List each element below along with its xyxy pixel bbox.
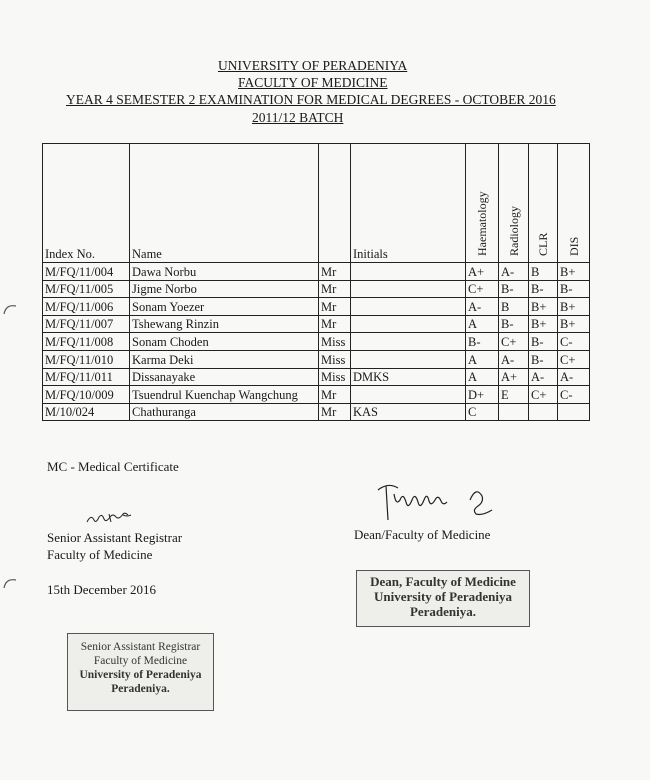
cell-dis: C+ xyxy=(558,350,590,368)
cell-title: Miss xyxy=(319,333,351,351)
cell-name: Dissanayake xyxy=(130,368,319,386)
table-row xyxy=(43,315,590,333)
sar-stamp-line: Senior Assistant Registrar xyxy=(80,641,201,653)
cell-dis: B- xyxy=(558,280,590,298)
dean-title: Dean/Faculty of Medicine xyxy=(354,527,491,542)
cell-dis: B+ xyxy=(558,263,590,281)
cell-title: Mr xyxy=(319,298,351,316)
col-name: Name xyxy=(130,144,319,263)
cell-name: Tsuendrul Kuenchap Wangchung xyxy=(130,386,319,404)
cell-dis: B+ xyxy=(558,315,590,333)
cell-index-no: M/FQ/11/004 xyxy=(43,263,130,281)
sar-stamp xyxy=(67,633,214,711)
col-clr: CLR xyxy=(529,144,558,263)
cell-clr xyxy=(529,403,558,421)
cell-dis xyxy=(558,403,590,421)
cell-clr: B xyxy=(529,263,558,281)
punch-hole-mark xyxy=(2,302,18,316)
cell-name: Jigme Norbo xyxy=(130,280,319,298)
cell-index-no: M/FQ/11/008 xyxy=(43,333,130,351)
cell-title: Miss xyxy=(319,368,351,386)
dean-stamp xyxy=(356,570,530,627)
table-header-row xyxy=(43,144,590,263)
col-radiology: Radiology xyxy=(499,144,529,263)
col-dis: DIS xyxy=(558,144,590,263)
cell-initials xyxy=(351,333,466,351)
sar-faculty: Faculty of Medicine xyxy=(47,547,153,562)
cell-index-no: M/FQ/11/010 xyxy=(43,350,130,368)
cell-haematology: A xyxy=(466,315,499,333)
cell-initials xyxy=(351,386,466,404)
cell-haematology: B- xyxy=(466,333,499,351)
cell-initials xyxy=(351,350,466,368)
cell-haematology: C xyxy=(466,403,499,421)
cell-index-no: M/FQ/10/009 xyxy=(43,386,130,404)
cell-clr: B- xyxy=(529,280,558,298)
dean-stamp-line: Peradeniya. xyxy=(409,604,477,619)
cell-name: Sonam Yoezer xyxy=(130,298,319,316)
faculty-title: FACULTY OF MEDICINE xyxy=(238,75,388,90)
cell-radiology: B- xyxy=(499,315,529,333)
exam-title: YEAR 4 SEMESTER 2 EXAMINATION FOR MEDICAL DEGREES - OCTOBER 2016 xyxy=(66,92,556,107)
cell-radiology: B xyxy=(499,298,529,316)
sar-stamp-line: Faculty of Medicine xyxy=(93,655,188,667)
table-row xyxy=(43,350,590,368)
cell-name: Sonam Choden xyxy=(130,333,319,351)
cell-radiology: A- xyxy=(499,350,529,368)
table-row xyxy=(43,368,590,386)
batch-title: 2011/12 BATCH xyxy=(252,110,344,125)
sar-stamp-line: Peradeniya. xyxy=(111,683,170,695)
col-haematology: Haematology xyxy=(466,144,499,263)
sar-title: Senior Assistant Registrar xyxy=(47,530,183,545)
cell-clr: B- xyxy=(529,350,558,368)
university-title: UNIVERSITY OF PERADENIYA xyxy=(218,58,408,73)
cell-haematology: A xyxy=(466,350,499,368)
cell-initials xyxy=(351,298,466,316)
cell-index-no: M/10/024 xyxy=(43,403,130,421)
table-row xyxy=(43,386,590,404)
cell-clr: A- xyxy=(529,368,558,386)
cell-title: Mr xyxy=(319,263,351,281)
cell-clr: B- xyxy=(529,333,558,351)
cell-index-no: M/FQ/11/011 xyxy=(43,368,130,386)
cell-title: Miss xyxy=(319,350,351,368)
cell-name: Tshewang Rinzin xyxy=(130,315,319,333)
cell-index-no: M/FQ/11/005 xyxy=(43,280,130,298)
mc-note: MC - Medical Certificate xyxy=(47,459,179,474)
table-row xyxy=(43,403,590,421)
dean-stamp-line: University of Peradeniya xyxy=(374,589,512,604)
cell-initials xyxy=(351,280,466,298)
cell-haematology: A- xyxy=(466,298,499,316)
cell-dis: C- xyxy=(558,333,590,351)
cell-dis: C- xyxy=(558,386,590,404)
cell-title: Mr xyxy=(319,403,351,421)
cell-initials: DMKS xyxy=(351,368,466,386)
table-row xyxy=(43,280,590,298)
dean-stamp-line: Dean, Faculty of Medicine xyxy=(370,574,516,589)
col-initials: Initials xyxy=(351,144,466,263)
cell-haematology: A+ xyxy=(466,263,499,281)
cell-index-no: M/FQ/11/006 xyxy=(43,298,130,316)
punch-hole-mark xyxy=(2,576,18,590)
cell-name: Chathuranga xyxy=(130,403,319,421)
cell-name: Karma Deki xyxy=(130,350,319,368)
cell-radiology: A- xyxy=(499,263,529,281)
dean-signature xyxy=(372,480,502,526)
issue-date: 15th December 2016 xyxy=(47,582,157,597)
table-row xyxy=(43,298,590,316)
table-row xyxy=(43,263,590,281)
cell-radiology: A+ xyxy=(499,368,529,386)
cell-index-no: M/FQ/11/007 xyxy=(43,315,130,333)
cell-title: Mr xyxy=(319,280,351,298)
cell-initials xyxy=(351,263,466,281)
cell-radiology: E xyxy=(499,386,529,404)
table-row xyxy=(43,333,590,351)
cell-title: Mr xyxy=(319,315,351,333)
cell-name: Dawa Norbu xyxy=(130,263,319,281)
cell-haematology: A xyxy=(466,368,499,386)
col-title xyxy=(319,144,351,263)
col-index-no: Index No. xyxy=(43,144,130,263)
cell-initials xyxy=(351,315,466,333)
cell-radiology: B- xyxy=(499,280,529,298)
cell-radiology: C+ xyxy=(499,333,529,351)
sar-stamp-line: University of Peradeniya xyxy=(79,669,202,681)
sar-signature xyxy=(85,510,145,528)
cell-radiology xyxy=(499,403,529,421)
cell-haematology: C+ xyxy=(466,280,499,298)
cell-clr: B+ xyxy=(529,298,558,316)
cell-initials: KAS xyxy=(351,403,466,421)
cell-clr: C+ xyxy=(529,386,558,404)
results-table xyxy=(42,143,590,421)
cell-title: Mr xyxy=(319,386,351,404)
cell-dis: B+ xyxy=(558,298,590,316)
cell-dis: A- xyxy=(558,368,590,386)
cell-haematology: D+ xyxy=(466,386,499,404)
cell-clr: B+ xyxy=(529,315,558,333)
